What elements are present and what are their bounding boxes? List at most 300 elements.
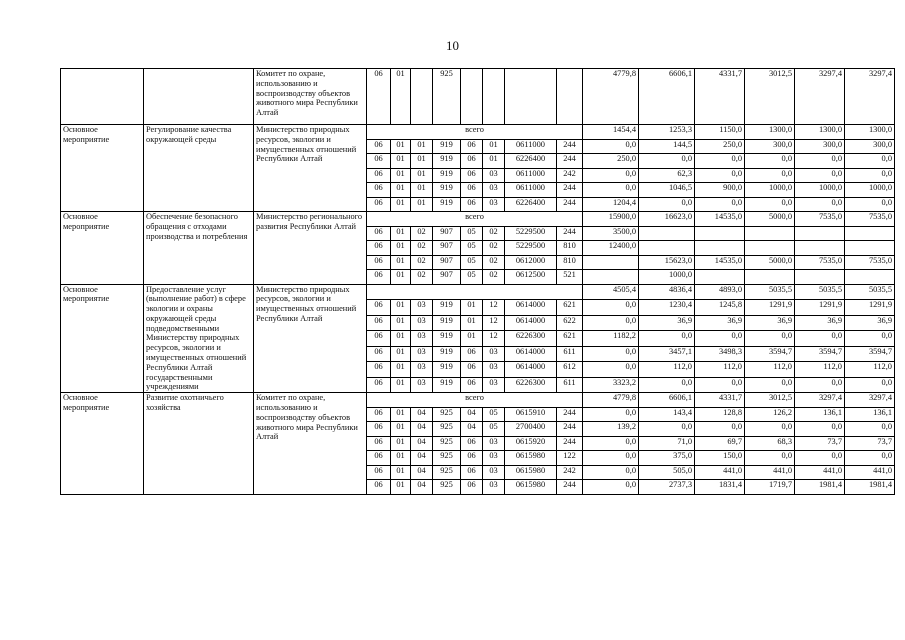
value-cell: 0,0	[583, 346, 639, 362]
value-cell: 3500,0	[583, 226, 639, 241]
value-cell: 441,0	[695, 465, 745, 480]
code-cell: 02	[411, 241, 433, 256]
value-cell: 441,0	[795, 465, 845, 480]
code-cell: 0614000	[505, 346, 557, 362]
total-value: 3012,5	[745, 393, 795, 408]
code-cell: 244	[557, 197, 583, 212]
code-cell: 01	[391, 69, 411, 125]
value-cell: 1230,4	[639, 300, 695, 316]
value-cell: 126,2	[745, 407, 795, 422]
code-cell: 02	[411, 226, 433, 241]
page-number: 10	[446, 38, 459, 53]
code-cell: 04	[411, 422, 433, 437]
code-cell: 04	[411, 436, 433, 451]
value-cell: 136,1	[845, 407, 895, 422]
measure-name: Предоставление услуг (выполнение работ) в сфере экологии и охраны окружающей среды подведомственными Министерству природных ресурсов, экологии и имущественных отношений Республики Алтай государственными учреждениями	[144, 284, 254, 393]
value-cell: 139,2	[583, 422, 639, 437]
total-value: 1150,0	[695, 125, 745, 140]
value-cell	[795, 241, 845, 256]
code-cell: 01	[391, 465, 411, 480]
code-cell: 05	[461, 241, 483, 256]
total-value: 5035,5	[745, 284, 795, 300]
value-cell: 3297,4	[795, 69, 845, 125]
total-value: 7535,0	[845, 212, 895, 227]
value-cell: 0,0	[745, 168, 795, 183]
code-cell: 03	[483, 346, 505, 362]
code-cell: 0615980	[505, 480, 557, 495]
code-cell: 03	[411, 331, 433, 347]
value-cell: 144,5	[639, 139, 695, 154]
value-cell: 3323,2	[583, 377, 639, 393]
code-cell: 06	[367, 300, 391, 316]
code-cell: 0611000	[505, 168, 557, 183]
code-cell: 06	[367, 362, 391, 378]
value-cell: 0,0	[795, 154, 845, 169]
code-cell: 925	[433, 422, 461, 437]
value-cell	[583, 270, 639, 285]
value-cell: 0,0	[583, 451, 639, 466]
value-cell: 150,0	[695, 451, 745, 466]
value-cell: 0,0	[795, 377, 845, 393]
value-cell: 1981,4	[845, 480, 895, 495]
code-cell: 02	[411, 270, 433, 285]
code-cell: 06	[461, 168, 483, 183]
value-cell: 1291,9	[745, 300, 795, 316]
value-cell: 1291,9	[845, 300, 895, 316]
value-cell: 0,0	[745, 197, 795, 212]
total-value: 1253,3	[639, 125, 695, 140]
value-cell: 0,0	[795, 331, 845, 347]
total-row	[61, 393, 895, 408]
value-cell: 0,0	[745, 154, 795, 169]
value-cell: 0,0	[583, 183, 639, 198]
code-cell: 0614000	[505, 315, 557, 331]
value-cell: 0,0	[639, 422, 695, 437]
value-cell: 0,0	[745, 422, 795, 437]
value-cell: 112,0	[745, 362, 795, 378]
total-value: 14535,0	[695, 212, 745, 227]
value-cell	[745, 241, 795, 256]
code-cell: 925	[433, 436, 461, 451]
code-cell: 04	[411, 451, 433, 466]
code-cell: 907	[433, 241, 461, 256]
total-value: 5035,5	[845, 284, 895, 300]
code-cell: 04	[461, 407, 483, 422]
value-cell: 0,0	[639, 154, 695, 169]
value-cell: 3594,7	[745, 346, 795, 362]
code-cell: 0611000	[505, 183, 557, 198]
value-cell: 0,0	[795, 168, 845, 183]
total-row	[61, 284, 895, 300]
code-cell: 919	[433, 377, 461, 393]
code-cell: 03	[483, 436, 505, 451]
code-cell: 04	[411, 465, 433, 480]
total-row	[61, 212, 895, 227]
code-cell: 01	[391, 451, 411, 466]
value-cell: 0,0	[695, 422, 745, 437]
total-value: 4779,8	[583, 393, 639, 408]
value-cell: 143,4	[639, 407, 695, 422]
code-cell: 06	[367, 69, 391, 125]
value-cell	[845, 270, 895, 285]
code-cell	[483, 69, 505, 125]
code-cell: 06	[367, 241, 391, 256]
code-cell: 925	[433, 69, 461, 125]
code-cell: 244	[557, 407, 583, 422]
value-cell	[845, 241, 895, 256]
code-cell: 919	[433, 139, 461, 154]
code-cell: 06	[367, 197, 391, 212]
value-cell	[695, 226, 745, 241]
value-cell: 0,0	[583, 362, 639, 378]
value-cell: 71,0	[639, 436, 695, 451]
code-cell: 03	[483, 168, 505, 183]
value-cell: 0,0	[583, 407, 639, 422]
code-cell: 06	[367, 422, 391, 437]
value-cell: 1245,8	[695, 300, 745, 316]
value-cell: 3498,3	[695, 346, 745, 362]
code-cell: 06	[367, 226, 391, 241]
total-label: всего	[367, 212, 583, 227]
code-cell: 0612000	[505, 255, 557, 270]
code-cell: 06	[367, 407, 391, 422]
code-cell: 810	[557, 255, 583, 270]
value-cell: 36,9	[639, 315, 695, 331]
code-cell: 06	[461, 362, 483, 378]
code-cell: 03	[411, 346, 433, 362]
code-cell: 01	[461, 331, 483, 347]
value-cell: 441,0	[745, 465, 795, 480]
code-cell: 04	[461, 422, 483, 437]
code-cell: 06	[367, 183, 391, 198]
code-cell: 907	[433, 270, 461, 285]
value-cell: 0,0	[745, 377, 795, 393]
total-value: 3297,4	[845, 393, 895, 408]
code-cell: 621	[557, 300, 583, 316]
value-cell: 0,0	[583, 168, 639, 183]
total-value: 5000,0	[745, 212, 795, 227]
value-cell: 5000,0	[745, 255, 795, 270]
code-cell: 01	[391, 241, 411, 256]
total-value: 7535,0	[795, 212, 845, 227]
code-cell: 919	[433, 315, 461, 331]
table-row	[61, 69, 895, 125]
code-cell: 06	[367, 270, 391, 285]
code-cell: 01	[391, 331, 411, 347]
value-cell: 62,3	[639, 168, 695, 183]
total-row	[61, 125, 895, 140]
code-cell: 621	[557, 331, 583, 347]
code-cell: 03	[483, 377, 505, 393]
value-cell: 1000,0	[639, 270, 695, 285]
value-cell: 0,0	[583, 480, 639, 495]
code-cell: 244	[557, 139, 583, 154]
code-cell: 01	[411, 139, 433, 154]
value-cell: 0,0	[583, 436, 639, 451]
code-cell	[411, 69, 433, 125]
value-cell: 0,0	[845, 331, 895, 347]
value-cell: 73,7	[795, 436, 845, 451]
value-cell: 136,1	[795, 407, 845, 422]
measure-type: Основное мероприятие	[61, 125, 144, 212]
code-cell: 06	[367, 451, 391, 466]
code-cell: 925	[433, 465, 461, 480]
total-value: 4893,0	[695, 284, 745, 300]
value-cell	[795, 270, 845, 285]
value-cell: 0,0	[845, 197, 895, 212]
value-cell	[795, 226, 845, 241]
code-cell: 01	[411, 197, 433, 212]
code-cell: 01	[461, 300, 483, 316]
code-cell: 12	[483, 331, 505, 347]
code-cell: 0614000	[505, 362, 557, 378]
code-cell	[557, 69, 583, 125]
code-cell: 04	[411, 407, 433, 422]
total-label: всего	[367, 125, 583, 140]
code-cell: 244	[557, 436, 583, 451]
code-cell: 06	[367, 465, 391, 480]
value-cell: 250,0	[695, 139, 745, 154]
value-cell: 0,0	[695, 377, 745, 393]
value-cell: 128,8	[695, 407, 745, 422]
code-cell: 06	[367, 139, 391, 154]
executor-name: Министерство природных ресурсов, экологии и имущественных отношений Республики Алтай	[254, 125, 367, 212]
code-cell: 03	[411, 377, 433, 393]
value-cell: 4331,7	[695, 69, 745, 125]
code-cell: 05	[483, 422, 505, 437]
code-cell: 01	[391, 300, 411, 316]
code-cell: 919	[433, 168, 461, 183]
value-cell: 1000,0	[745, 183, 795, 198]
value-cell: 36,9	[695, 315, 745, 331]
code-cell: 0614000	[505, 300, 557, 316]
code-cell: 244	[557, 480, 583, 495]
code-cell: 02	[483, 255, 505, 270]
value-cell: 0,0	[845, 451, 895, 466]
total-value: 1300,0	[845, 125, 895, 140]
code-cell: 01	[391, 377, 411, 393]
value-cell	[695, 270, 745, 285]
code-cell: 612	[557, 362, 583, 378]
code-cell: 06	[367, 480, 391, 495]
value-cell: 0,0	[795, 451, 845, 466]
value-cell	[695, 241, 745, 256]
measure-type	[61, 69, 144, 125]
value-cell: 3012,5	[745, 69, 795, 125]
value-cell: 900,0	[695, 183, 745, 198]
total-value: 4836,4	[639, 284, 695, 300]
code-cell: 06	[461, 465, 483, 480]
value-cell: 3594,7	[795, 346, 845, 362]
value-cell: 0,0	[639, 197, 695, 212]
value-cell: 4779,8	[583, 69, 639, 125]
code-cell: 01	[391, 315, 411, 331]
code-cell: 6226300	[505, 331, 557, 347]
code-cell: 611	[557, 346, 583, 362]
code-cell: 907	[433, 226, 461, 241]
executor-name: Комитет по охране, использованию и воспроизводству объектов животного мира Республики Алтай	[254, 69, 367, 125]
value-cell: 7535,0	[845, 255, 895, 270]
code-cell: 12	[483, 300, 505, 316]
code-cell: 03	[483, 480, 505, 495]
measure-type: Основное мероприятие	[61, 284, 144, 393]
code-cell: 01	[391, 480, 411, 495]
code-cell: 05	[461, 270, 483, 285]
value-cell: 0,0	[639, 331, 695, 347]
code-cell: 6226300	[505, 377, 557, 393]
measure-name: Регулирование качества окружающей среды	[144, 125, 254, 212]
code-cell: 12	[483, 315, 505, 331]
value-cell: 2737,3	[639, 480, 695, 495]
code-cell: 919	[433, 346, 461, 362]
code-cell: 01	[483, 154, 505, 169]
code-cell: 919	[433, 183, 461, 198]
value-cell: 441,0	[845, 465, 895, 480]
code-cell: 02	[483, 226, 505, 241]
code-cell: 01	[391, 362, 411, 378]
code-cell: 242	[557, 465, 583, 480]
value-cell: 375,0	[639, 451, 695, 466]
value-cell: 0,0	[745, 451, 795, 466]
code-cell: 06	[461, 346, 483, 362]
code-cell: 01	[391, 255, 411, 270]
code-cell: 06	[367, 154, 391, 169]
value-cell: 1204,4	[583, 197, 639, 212]
total-value: 3297,4	[795, 393, 845, 408]
value-cell: 0,0	[845, 422, 895, 437]
code-cell: 01	[411, 154, 433, 169]
code-cell: 06	[461, 436, 483, 451]
value-cell: 3297,4	[845, 69, 895, 125]
code-cell: 6226400	[505, 197, 557, 212]
code-cell: 01	[411, 168, 433, 183]
code-cell: 06	[461, 451, 483, 466]
value-cell: 0,0	[695, 331, 745, 347]
value-cell: 0,0	[795, 422, 845, 437]
total-label	[367, 284, 583, 300]
code-cell: 907	[433, 255, 461, 270]
code-cell: 925	[433, 451, 461, 466]
code-cell: 01	[461, 315, 483, 331]
code-cell: 03	[483, 183, 505, 198]
value-cell: 300,0	[845, 139, 895, 154]
code-cell: 0615980	[505, 451, 557, 466]
code-cell: 01	[391, 197, 411, 212]
value-cell: 0,0	[845, 168, 895, 183]
code-cell: 0615920	[505, 436, 557, 451]
code-cell: 01	[391, 407, 411, 422]
code-cell: 122	[557, 451, 583, 466]
value-cell: 1000,0	[845, 183, 895, 198]
code-cell: 01	[483, 139, 505, 154]
code-cell: 06	[461, 183, 483, 198]
code-cell: 06	[461, 197, 483, 212]
code-cell: 06	[367, 168, 391, 183]
value-cell: 0,0	[583, 139, 639, 154]
value-cell: 3594,7	[845, 346, 895, 362]
value-cell: 1000,0	[795, 183, 845, 198]
value-cell: 0,0	[583, 465, 639, 480]
total-value: 1300,0	[795, 125, 845, 140]
value-cell: 1291,9	[795, 300, 845, 316]
code-cell: 622	[557, 315, 583, 331]
code-cell: 04	[411, 480, 433, 495]
value-cell: 6606,1	[639, 69, 695, 125]
total-value: 1454,4	[583, 125, 639, 140]
total-value: 5035,5	[795, 284, 845, 300]
code-cell: 03	[411, 362, 433, 378]
code-cell: 01	[391, 346, 411, 362]
value-cell	[639, 241, 695, 256]
code-cell: 244	[557, 422, 583, 437]
value-cell: 0,0	[795, 197, 845, 212]
value-cell: 0,0	[695, 197, 745, 212]
executor-name: Министерство регионального развития Республики Алтай	[254, 212, 367, 285]
code-cell: 03	[483, 451, 505, 466]
code-cell: 02	[411, 255, 433, 270]
measure-type: Основное мероприятие	[61, 212, 144, 285]
code-cell: 03	[411, 300, 433, 316]
code-cell: 919	[433, 300, 461, 316]
code-cell: 925	[433, 480, 461, 495]
code-cell: 05	[461, 255, 483, 270]
value-cell: 0,0	[695, 154, 745, 169]
code-cell: 01	[411, 183, 433, 198]
executor-name: Министерство природных ресурсов, экологии и имущественных отношений Республики Алтай	[254, 284, 367, 393]
code-cell: 06	[461, 154, 483, 169]
table-body	[61, 69, 895, 495]
code-cell: 01	[391, 422, 411, 437]
total-value: 1300,0	[745, 125, 795, 140]
value-cell: 250,0	[583, 154, 639, 169]
value-cell: 3457,1	[639, 346, 695, 362]
total-value: 16623,0	[639, 212, 695, 227]
code-cell: 244	[557, 226, 583, 241]
value-cell: 112,0	[795, 362, 845, 378]
value-cell: 0,0	[745, 331, 795, 347]
code-cell: 02	[483, 241, 505, 256]
budget-table	[60, 68, 895, 495]
value-cell	[639, 226, 695, 241]
value-cell: 0,0	[639, 377, 695, 393]
code-cell: 05	[461, 226, 483, 241]
code-cell: 244	[557, 154, 583, 169]
value-cell: 36,9	[845, 315, 895, 331]
value-cell: 36,9	[745, 315, 795, 331]
code-cell: 0615980	[505, 465, 557, 480]
value-cell: 0,0	[695, 168, 745, 183]
measure-name: Развитие охотничьего хозяйства	[144, 393, 254, 495]
code-cell: 06	[461, 139, 483, 154]
value-cell: 300,0	[795, 139, 845, 154]
code-cell: 06	[367, 255, 391, 270]
value-cell: 0,0	[583, 315, 639, 331]
total-value: 15900,0	[583, 212, 639, 227]
code-cell: 01	[391, 183, 411, 198]
value-cell: 69,7	[695, 436, 745, 451]
code-cell: 810	[557, 241, 583, 256]
value-cell: 15623,0	[639, 255, 695, 270]
executor-name: Комитет по охране, использованию и воспроизводству объектов животного мира Республики Алтай	[254, 393, 367, 495]
value-cell	[745, 270, 795, 285]
value-cell: 1831,4	[695, 480, 745, 495]
total-value: 6606,1	[639, 393, 695, 408]
code-cell: 919	[433, 362, 461, 378]
code-cell: 06	[461, 480, 483, 495]
code-cell	[505, 69, 557, 125]
code-cell: 01	[391, 436, 411, 451]
value-cell: 7535,0	[795, 255, 845, 270]
